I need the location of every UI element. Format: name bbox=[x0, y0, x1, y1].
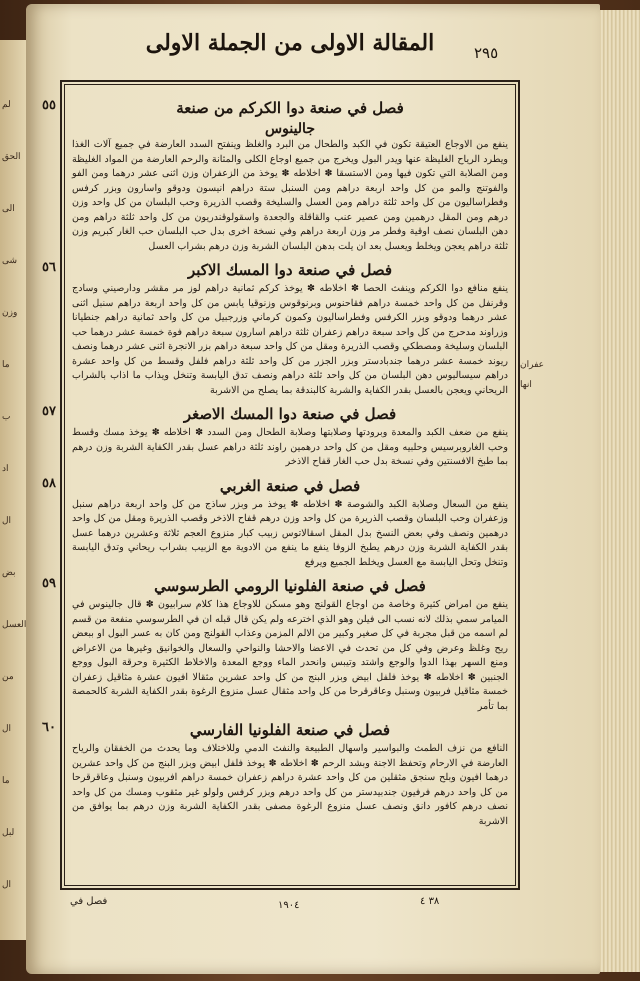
left-margin-fragment: الى bbox=[2, 204, 15, 214]
left-margin-fragment: وزن bbox=[2, 308, 18, 318]
section-subtitle: جالينوس bbox=[265, 121, 315, 137]
running-title: المقالة الاولى من الجملة الاولى bbox=[145, 30, 435, 56]
section-60 bbox=[42, 720, 508, 829]
left-margin-fragment: بض bbox=[2, 568, 16, 578]
text-block bbox=[42, 98, 508, 835]
section-title: فصل في صنعة الغربي bbox=[219, 476, 361, 495]
section-body: النافع من نزف الطمث والبواسير واسهال الطبيعة والنفث الدمي وللاختلاف وما يحدث من الخفقان والرياح العارضة في الارحام وتحفظ الاجنة وبشد الرحم ✽ اخلاطه ✽ يوخذ فلفل ابيض وبزر البنج من كل واحد عشرين درهما افيون وبلح سنجق مثقلين من كل واحد عشرة دراهم زعفران خمسة دراهم افربيون وسنبل وعاقرقرحا من كل واحد درهم فرفيون جندبيدستر من كل واحد درهم وبزر كرفس ولولو غير مثقوب ومسك من كل واحد نصف درهم كافور دانق ونصف عسل منزوع الرغوة مصفى بقدر الكفاية الشربة وزن درهم بما يوافق من الاشربة bbox=[72, 743, 508, 827]
section-body: ينفع من الاوجاع العتيقة تكون في الكبد والطحال من البرد والغلظ وينفتح السدد العارضة في جميع آلات الغذا ويطرد الرياح الغليظة عنها ويدر البول ويخرج من جميع اوجاع الكلى والمثانة والرحم العارضة من المواد الغليظة ومن الصلابة التي تكون فيها ومن الاستسقا ✽ اخلاطه ✽ يوخذ من الزعفران وزن اثنى عشر درهما ومن الفو والفوتنج والمو من كل واحد اربعة دراهم ومن السنبل ستة دراهم انيسون ودوقو واسارون وبزر كرفس وفطراساليون من كل واحد ثلثة دراهم ومن العسل والسليخة وقصب الذريرة وحب البلسان من كل واحد وزن درهم ومن المقل درهمين ومن عصير عنب والقاقلة والجعدة واسقولوقندريون من كل واحد ثلثة دراهم ومن دهن البلسان نصف اوقية وفطر مر وزن اربعة دراهم وفي نسخة اخرى بدل حب البلسان حب الغار كبريم وزن ثلثة دراهم يعجن ويخلط ويعسل بعد ان يلت بدهن البلسان الشربة وزن درهم بشراب العسل bbox=[72, 139, 508, 252]
section-number: ٥٨ bbox=[42, 475, 56, 491]
section-body: ينفع منافع دوا الكركم وينفث الحصا ✽ اخلاطه ✽ يوخذ كركم ثمانية دراهم لوز مر مقشر ودارصيني وسادج وقرنفل من كل واحد خمسة دراهم فقاحنوس وبرنوقوس وزنوقيا يابس من كل واحد اربعة دراهم سنبل اثنى عشر درهما ودوقو وبزر الكرفس وفطراساليون وكمون كرماني وزرجبيل من كل واحد ثمانية دراهم جنطيانا وزراوند مدحرج من كل واحد سبعة دراهم زعفران ثلثة دراهم اسارون سبعة دراهم فوة خمسة عشر درهما حب البلسان وسليخة ومصطكي وقصب الذريرة ومقل من كل واحد سبعة دراهم بزر الانجرة اثنى عشر درهما ونصف ريوند خمسة عشر درهما جندبادستر وبزر الجزر من كل واحد ثلثة دراهم فلفل وقسط من كل واحد عشرة دراهم سيساليوس دهن البلسان من كل واحد ثلثة دراهم ونصف تدق اليابسة وتنخل ويذاب ما اذاب بالشراب الريحاني ويعجن بالعسل بقدر الكفاية والشربة كالبندقة بما يصلح من الاشربة bbox=[72, 283, 508, 396]
section-56 bbox=[42, 260, 508, 398]
section-number: ٥٩ bbox=[42, 576, 56, 591]
section-title: فصل في صنعة دوا المسك الاكبر bbox=[187, 261, 393, 279]
left-margin-fragment: ال bbox=[2, 880, 12, 890]
section-body: ينفع من السعال وصلابة الكبد والشوصة ✽ اخلاطه ✽ يوخذ مر وبزر ساذج من كل واحد اربعة دراهم سنبل وزعفران وحب البلسان وقصب الذريرة من كل واحد وزن درهم قفاح الاذخر وقصب الذريرة ومقل من كل واحد درهمين ونصف وفي بعض النسخ بدل المقل اسقالاتوس زبيب كبار منزوع العجم ثلاثة وعشرين درهما عسل بقدر الكفاية الشربة وزن درهم يطبخ الزوفا ينفع ما ينفع من الادوية مع الزبيب بشراب ريحاني وتدق اليابسة وتنخل وتحل اليابسة مع العسل ويخلط الجميع ويرفع bbox=[72, 498, 508, 568]
page-number: ٢٩٥ bbox=[474, 44, 499, 62]
left-margin-fragment: ال bbox=[2, 724, 12, 734]
section-number: ٥٧ bbox=[42, 404, 56, 419]
left-margin-fragment: الحق bbox=[2, 152, 21, 162]
left-margin-fragment: ب bbox=[2, 412, 11, 422]
section-number: ٥٥ bbox=[42, 98, 56, 113]
section-title: فصل في صنعة الفلونيا الرومي الطرسوسي bbox=[154, 577, 426, 595]
section-title: فصل في صنعة دوا المسك الاصغر bbox=[183, 405, 397, 423]
section-body: ينفع من ضعف الكبد والمعدة وبرودتها وصلابتها وصلابة الطحال ومن السدد ✽ اخلاطه ✽ يوخذ مسك وقسط وحب الغاروبرسيس وحلبيه ومقل من كل واحد درهمين راوند ثلثة دراهم عسل بقدر الكفاية الشربة وزن درهم بما طبخ الافسنتين وفي نسخة بدل حب الغار قفاح الاذخر bbox=[72, 427, 508, 467]
catchword: فصل في bbox=[70, 896, 108, 907]
section-58 bbox=[42, 475, 508, 571]
section-57 bbox=[42, 404, 508, 470]
section-59 bbox=[42, 576, 508, 714]
left-margin-fragment: لم bbox=[2, 100, 11, 110]
right-margin-note: عفران bbox=[520, 360, 544, 370]
footer-year: ١٩٠٤ bbox=[278, 900, 300, 911]
left-margin-fragment: العسل bbox=[2, 620, 27, 630]
section-body: ينفع من امراض كثيرة وخاصة من اوجاع القولنج وهو مسكن للاوجاع هذا كلام سرابيون ✽ قال جالينوس في الميامر سمي بذلك لانه نسب الى فيلن وهو الذي اخترعه ولم يكن قال قبله ان في الطرسوسي منفعة من قسم لم اسمه من قبل مجربة في كل صغير وكبير من الالم المزمن وعذاب القولنج ومن كان به عسر البول او ببعض ريح وغلظ وعرض وفي كل من تحدث في الاعضا والاحشا والنواحي والسعال والخوانيق وغيرها من الاعراض ومنع السهر بهذا الدوا والوجع واشتد وتيبس وانحدر الماء ووجع المعدة والاخلاط الكثيرة وحرقة البول ووجع الجنبين ✽ اخلاطه ✽ يوخذ فلفل ابيض وبزر البنج من كل واحد عشرين مثقالا افيون عشرة مثاقيل زعفران خمسة مثاقيل فربيون وسنبل وعاقرقرحا من كل واحد مثقال عسل منزوع الرغوة بقدر الكفاية الشربة كالحمصة بما تأمر bbox=[72, 599, 508, 712]
section-number: ٥٦ bbox=[42, 260, 56, 275]
left-margin-fragment: ما bbox=[2, 776, 10, 786]
section-number: ٦٠ bbox=[42, 720, 56, 735]
right-margin-note: انها bbox=[520, 380, 532, 390]
signature-mark: ٣٨ ٤ bbox=[420, 896, 440, 907]
left-margin-fragment: من bbox=[2, 672, 14, 682]
section-title: فصل في صنعة الفلونيا الفارسي bbox=[189, 721, 391, 739]
section-title: فصل في صنعة دوا الكركم من صنعة bbox=[176, 99, 404, 117]
left-margin-fragment: لبل bbox=[2, 828, 15, 838]
left-margin-fragment: اد bbox=[2, 464, 9, 474]
left-margin-fragment: شى bbox=[2, 256, 18, 266]
section-55 bbox=[42, 98, 508, 254]
left-margin-fragment: ال bbox=[2, 516, 12, 526]
left-margin-fragment: ما bbox=[2, 360, 10, 370]
